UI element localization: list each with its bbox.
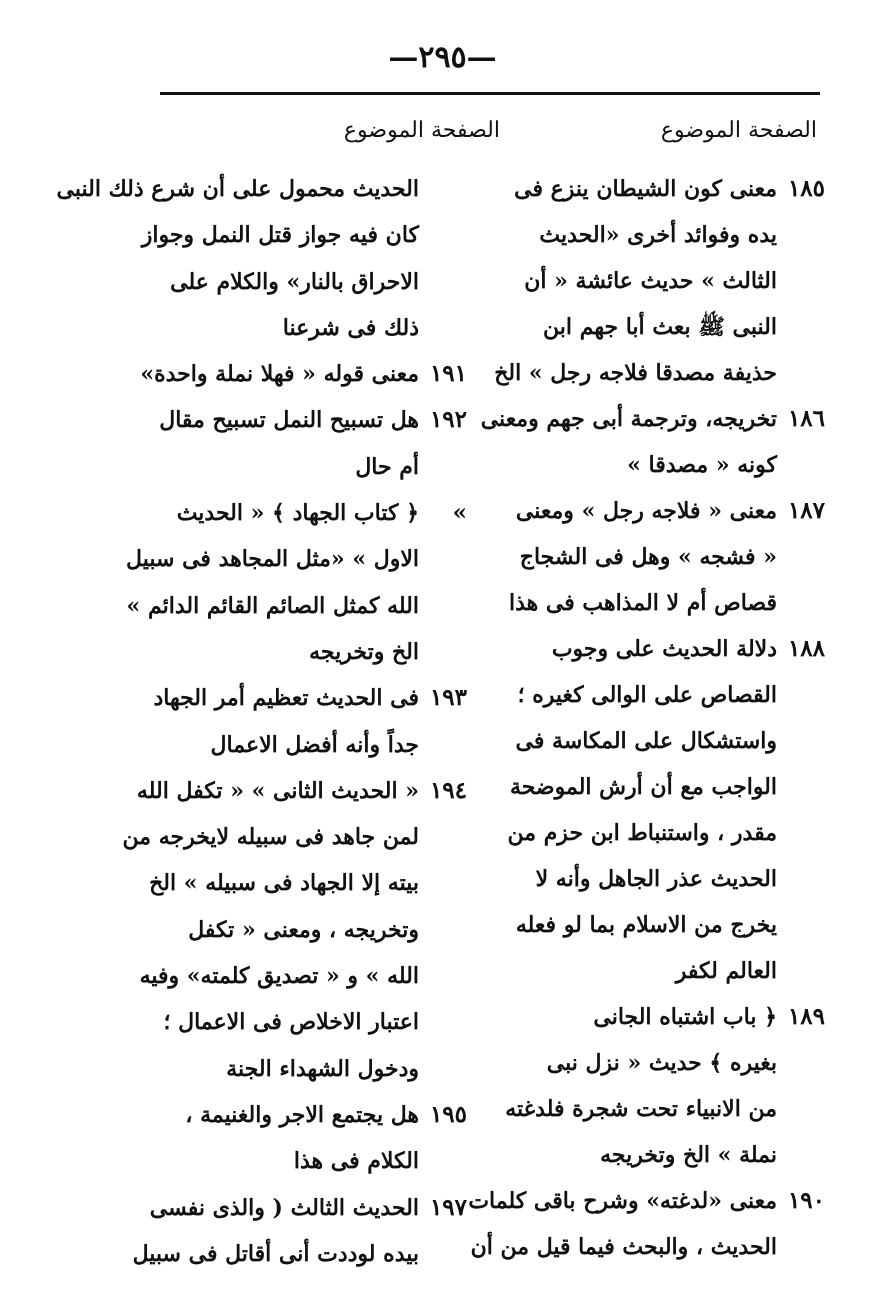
- entry-line: بيته إلا الجهاد فى سبيله » الخ: [149, 870, 419, 897]
- entry-line: يخرج من الاسلام بما لو فعله: [515, 912, 777, 938]
- entry-line: تخريجه، وترجمة أبى جهم ومعنى: [480, 406, 777, 432]
- entry-line: معنى «لدغته» وشرح باقى كلمات: [468, 1188, 777, 1214]
- entry-line: الحديث محمول على أن شرع ذلك النبى: [56, 176, 419, 202]
- entry-line: ودخول الشهداء الجنة: [226, 1055, 419, 1082]
- entry-line: الواجب مع أن أرش الموضحة: [509, 774, 777, 800]
- entry-line: ﴿ باب اشتباه الجانى: [593, 1004, 777, 1030]
- index-entry: [468, 1178, 825, 1270]
- entry-line: قصاص أم لا المذاهب فى هذا: [509, 590, 777, 616]
- left-column-header: الصفحة الموضوع: [343, 118, 500, 143]
- entry-line: من الانبياء تحت شجرة فلدغته: [505, 1096, 777, 1122]
- entry-line: الحديث عذر الجاهل وأنه لا: [535, 866, 777, 892]
- page-ref-number: ١٨٨: [787, 635, 825, 662]
- entry-line: واستشكال على المكاسة فى: [515, 728, 777, 754]
- page-ref-number: »: [452, 499, 467, 527]
- entry-line: معنى « فلاجه رجل » ومعنى: [515, 498, 777, 524]
- index-entry: [161, 397, 467, 490]
- entry-line: اعتبار الاخلاص فى الاعمال ؛: [163, 1009, 419, 1036]
- entry-line: ذلك فى شرعنا: [282, 314, 419, 341]
- entry-line: « الحديث الثانى » « تكفل الله: [136, 777, 419, 804]
- entry-line: الله كمثل الصائم القائم الدائم »: [126, 592, 419, 619]
- entry-line: هل يجتمع الاجر والغنيمة ،: [185, 1101, 419, 1128]
- entry-line: الاحراق بالنار» والكلام على: [170, 268, 419, 295]
- entry-line: لمن جاهد فى سبيله لايخرجه من: [122, 824, 419, 851]
- entry-line: الحديث الثالث ( والذى نفسى: [149, 1194, 419, 1221]
- index-entry: [140, 351, 467, 397]
- entry-line: هل تسبيح النمل تسبيح مقال: [159, 407, 419, 434]
- page-ref-number: ١٩١: [429, 360, 467, 388]
- entry-line: الحديث ، والبحث فيما قيل من أن: [470, 1234, 777, 1260]
- page-ref-number: ١٩٢: [429, 406, 467, 434]
- entry-line: أم حال: [355, 453, 419, 480]
- index-entry: [505, 488, 825, 626]
- entry-line: الاول » «مثل المجاهد فى سبيل: [126, 546, 419, 573]
- entry-line: بغيره ﴾ حديث « نزل نبى: [546, 1050, 777, 1076]
- entry-line: كان فيه جواز قتل النمل وجواز: [141, 222, 419, 249]
- entry-line: فى الحديث تعظيم أمر الجهاد: [153, 685, 419, 712]
- index-entry: [505, 626, 825, 994]
- entry-line: دلالة الحديث على وجوب: [551, 636, 777, 662]
- entry-line: نملة » الخ وتخريجه: [600, 1142, 777, 1168]
- entry-line: العالم لكفر: [675, 958, 777, 984]
- page-ref-number: ١٩٤: [429, 776, 467, 804]
- index-entry: [480, 396, 825, 488]
- entry-line: مقدر ، واستنباط ابن حزم من: [507, 820, 777, 846]
- entry-line: الكلام فى هذا: [293, 1148, 419, 1175]
- page-ref-number: ١٨٧: [787, 497, 825, 524]
- index-entry: [161, 1092, 467, 1185]
- page-ref-number: ١٨٩: [787, 1003, 825, 1030]
- right-column-header: الصفحة الموضوع: [660, 118, 817, 143]
- right-column: [468, 166, 825, 1270]
- index-entry: [132, 1185, 467, 1278]
- index-entry: [505, 994, 825, 1178]
- left-column: [56, 166, 467, 1277]
- entry-line: حذيفة مصدقا فلاجه رجل » الخ: [494, 360, 777, 386]
- page-ref-number: ١٨٥: [787, 175, 825, 202]
- index-entry: [56, 166, 467, 351]
- entry-line: الثالث » حديث عائشة « أن: [524, 268, 777, 294]
- entry-line: جداً وأنه أفضل الاعمال: [210, 731, 419, 758]
- header-rule: [160, 92, 820, 95]
- entry-line: كونه « مصدقا »: [627, 452, 777, 478]
- page-number: —٢٩٥—: [388, 40, 497, 75]
- entry-line: معنى كون الشيطان ينزع فى: [514, 176, 777, 202]
- entry-line: النبى ﷺ بعث أبا جهم ابن: [543, 314, 777, 340]
- index-entry: [126, 490, 467, 675]
- entry-line: بيده لوددت أنى أقاتل فى سبيل: [132, 1240, 419, 1267]
- index-entry: [494, 166, 825, 396]
- page-ref-number: ١٩٥: [429, 1100, 467, 1128]
- entry-line: يده وفوائد أخرى «الحديث: [539, 222, 777, 248]
- entry-line: « فشجه » وهل فى الشجاج: [519, 544, 777, 570]
- entry-line: الخ وتخريجه: [309, 638, 419, 665]
- index-entry: [122, 768, 467, 1092]
- entry-line: ﴿ كتاب الجهاد ﴾ « الحديث: [176, 500, 419, 527]
- entry-line: وتخريجه ، ومعنى « تكفل: [188, 916, 419, 943]
- page-ref-number: ١٩٧: [429, 1193, 467, 1221]
- entry-line: معنى قوله « فهلا نملة واحدة»: [140, 361, 419, 388]
- page-ref-number: ١٩٠: [787, 1187, 825, 1214]
- page-ref-number: ١٩٣: [429, 684, 467, 712]
- page-ref-number: ١٨٦: [787, 405, 825, 432]
- entry-line: القصاص على الوالى كغيره ؛: [517, 682, 777, 708]
- index-entry: [153, 675, 467, 768]
- entry-line: الله » و « تصديق كلمته» وفيه: [139, 963, 419, 990]
